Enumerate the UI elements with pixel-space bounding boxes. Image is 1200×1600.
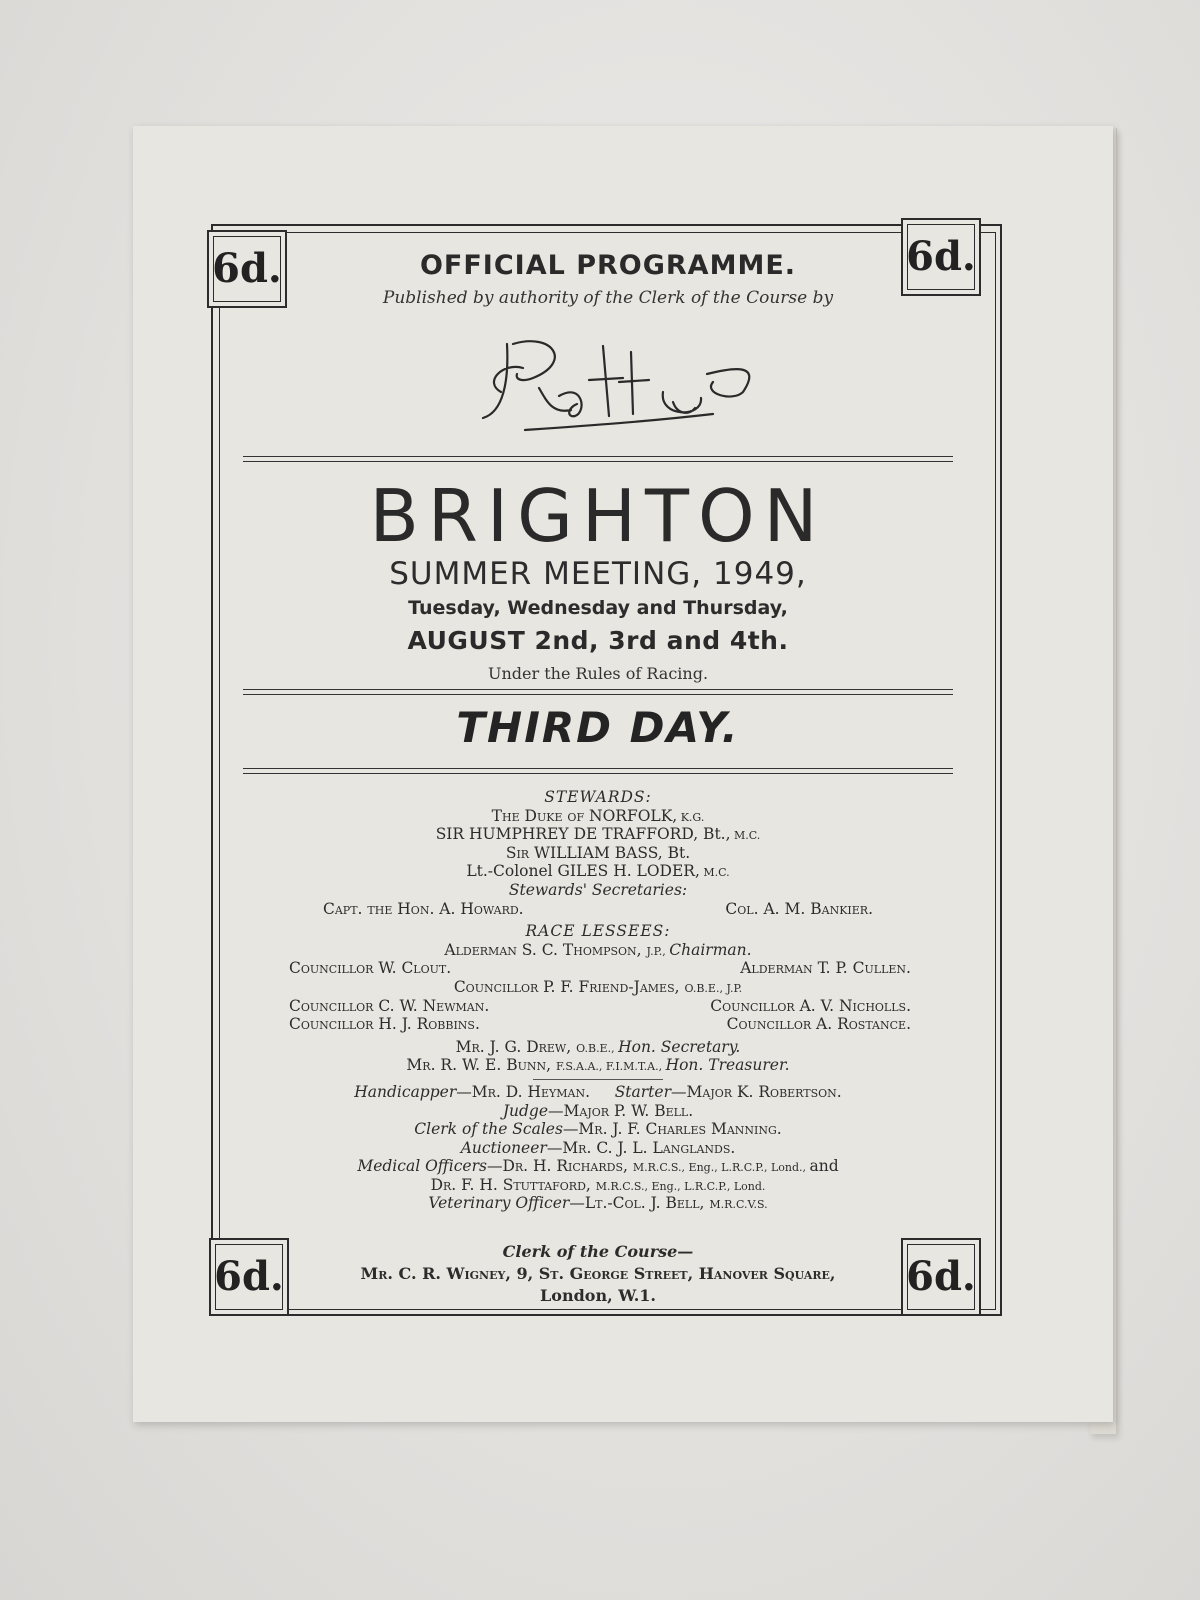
price-label: 6d. — [214, 1253, 284, 1300]
lessee-row: Councillor C. W. Newman. Councillor A. V. Nicholls. — [289, 996, 911, 1015]
judge-entry: Judge—Major P. W. Bell. — [502, 1101, 694, 1120]
clerk-address-line: Mr. C. R. Wigney, 9, St. George Street, Hanover Square, — [360, 1264, 836, 1283]
race-lessees-heading: RACE LESSEES: — [525, 922, 671, 941]
price-label: 6d. — [906, 233, 976, 280]
stewards-heading: STEWARDS: — [544, 788, 652, 806]
meeting-days: Tuesday, Wednesday and Thursday, — [408, 597, 788, 619]
programme-cover — [133, 126, 1113, 1422]
steward-entry: Lt.-Colonel GILES H. LODER, M.C. — [466, 862, 730, 881]
lessee-row: Councillor W. Clout. Alderman T. P. Cullen. — [289, 959, 911, 978]
officials-list — [243, 788, 953, 1213]
hon-treasurer: Mr. R. W. E. Bunn, F.S.A.A., F.I.M.T.A., Hon. Treasurer. — [406, 1056, 790, 1075]
steward-entry: Sir WILLIAM BASS, Bt. — [505, 843, 691, 862]
stewards-secretaries-heading: Stewards' Secretaries: — [508, 880, 688, 899]
auctioneer-entry: Auctioneer—Mr. C. J. L. Langlands. — [460, 1138, 736, 1157]
signature — [463, 322, 763, 452]
clerk-of-scales-entry: Clerk of the Scales—Mr. J. F. Charles Manning. — [414, 1120, 782, 1139]
venue-title: BRIGHTON — [369, 474, 827, 558]
clerk-of-course-block — [243, 1241, 953, 1307]
stewards-secretaries-row: Capt. the Hon. A. Howard. Col. A. M. Bankier. — [323, 899, 873, 918]
medical-officers-entry: Medical Officers—Dr. H. Richards, M.R.C.S., Eng., L.R.C.P., Lond., and — [357, 1157, 839, 1176]
official-programme-heading: OFFICIAL PROGRAMME. — [419, 250, 797, 281]
price-label: 6d. — [212, 245, 282, 292]
meeting-title: SUMMER MEETING, 1949, — [389, 556, 807, 592]
divider-rule — [243, 768, 953, 774]
lessee-chairman: Alderman S. C. Thompson, J.P., Chairman. — [444, 940, 752, 959]
rules-of-racing: Under the Rules of Racing. — [487, 664, 709, 683]
short-divider — [533, 1079, 663, 1080]
clerk-heading: Clerk of the Course— — [502, 1242, 694, 1261]
day-title: THIRD DAY. — [456, 703, 740, 752]
handicapper-starter-row: Handicapper—Mr. D. Heyman. Starter—Major K. Robertson. — [354, 1082, 842, 1101]
divider-rule — [243, 689, 953, 695]
published-by-line: Published by authority of the Clerk of the Course by — [382, 288, 834, 308]
steward-entry: SIR HUMPHREY DE TRAFFORD, Bt., M.C. — [435, 825, 761, 844]
veterinary-officer-entry: Veterinary Officer—Lt.-Col. J. Bell, M.R.C.V.S. — [428, 1194, 768, 1213]
lessee-entry: Councillor P. F. Friend-James, O.B.E., J.P. — [453, 977, 743, 996]
price-label: 6d. — [906, 1253, 976, 1300]
hon-secretary: Mr. J. G. Drew, O.B.E., Hon. Secretary. — [455, 1037, 741, 1056]
steward-entry: The Duke of NORFOLK, K.G. — [491, 806, 705, 825]
meeting-dates: AUGUST 2nd, 3rd and 4th. — [407, 626, 789, 655]
clerk-address-city: London, W.1. — [540, 1286, 656, 1305]
medical-officers-entry-2: Dr. F. H. Stuttaford, M.R.C.S., Eng., L.R.C.P., Lond. — [430, 1175, 766, 1194]
lessee-row: Councillor H. J. Robbins. Councillor A. Rostance. — [289, 1015, 911, 1034]
divider-rule — [243, 456, 953, 462]
